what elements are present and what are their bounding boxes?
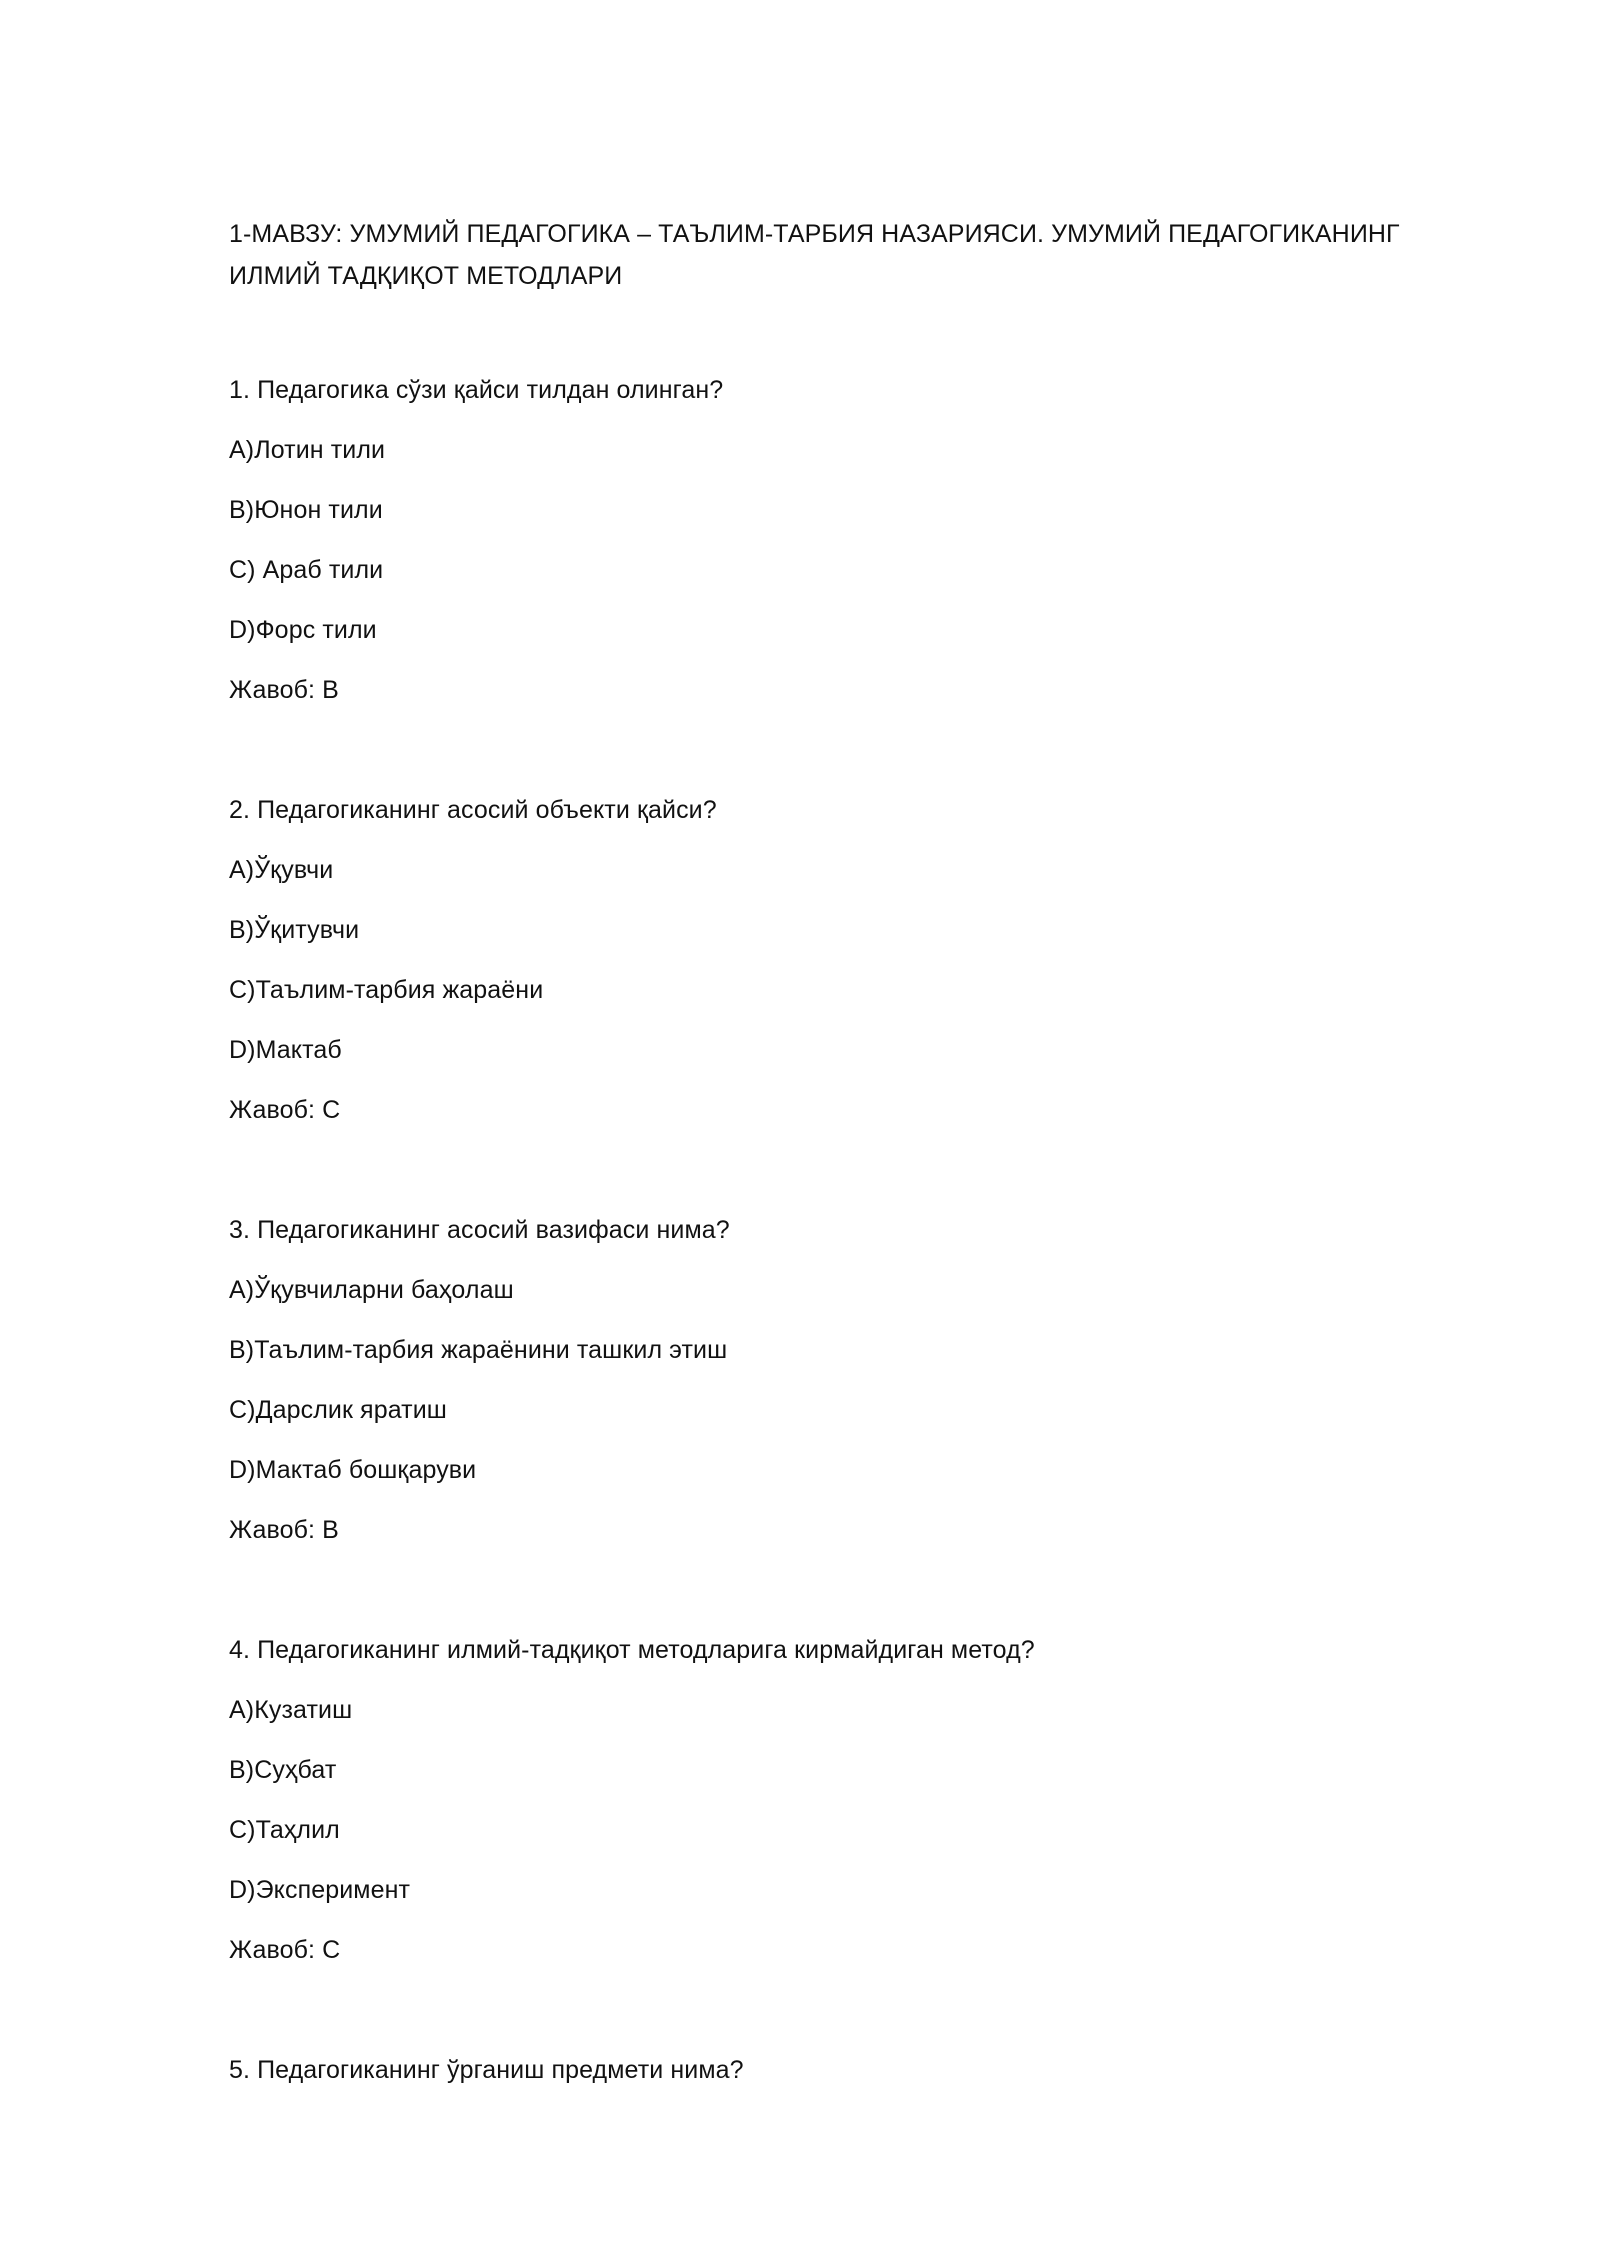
question-4-option-b: B)Суҳбат — [229, 1756, 337, 1784]
question-3-option-d: D)Мактаб бошқаруви — [229, 1456, 477, 1484]
page-title-line-2: ИЛМИЙ ТАДҚИҚОТ МЕТОДЛАРИ — [229, 262, 623, 290]
question-4-option-d: D)Эксперимент — [229, 1876, 411, 1904]
question-3-text: 3. Педагогиканинг асосий вазифаси нима? — [229, 1216, 730, 1244]
question-5-text: 5. Педагогиканинг ўрганиш предмети нима? — [229, 2056, 744, 2084]
question-2-option-d: D)Мактаб — [229, 1036, 342, 1064]
question-3-answer: Жавоб: B — [229, 1516, 339, 1544]
question-3-option-b: B)Таълим-тарбия жараёнини ташкил этиш — [229, 1336, 728, 1364]
question-2-option-a: A)Ўқувчи — [229, 856, 334, 884]
question-4-option-a: A)Кузатиш — [229, 1696, 353, 1724]
question-3-option-c: C)Дарслик яратиш — [229, 1396, 447, 1424]
question-1-option-d: D)Форс тили — [229, 616, 377, 644]
question-2-option-c: C)Таълим-тарбия жараёни — [229, 976, 544, 1004]
question-4-text: 4. Педагогиканинг илмий-тадқиқот методларига кирмайдиган метод? — [229, 1636, 1035, 1664]
page-title-line-1: 1-МАВЗУ: УМУМИЙ ПЕДАГОГИКА – ТАЪЛИМ-ТАРБИЯ НАЗАРИЯСИ. УМУМИЙ ПЕДАГОГИКАНИНГ — [229, 220, 1400, 248]
question-1-option-a: A)Лотин тили — [229, 436, 386, 464]
question-1-option-b: B)Юнон тили — [229, 496, 383, 524]
question-3-option-a: A)Ўқувчиларни баҳолаш — [229, 1276, 514, 1304]
question-1-text: 1. Педагогика сўзи қайси тилдан олинган? — [229, 376, 724, 404]
question-1-option-c: C) Араб тили — [229, 556, 384, 584]
question-4-option-c: C)Таҳлил — [229, 1816, 340, 1844]
question-2-text: 2. Педагогиканинг асосий объекти қайси? — [229, 796, 717, 824]
question-4-answer: Жавоб: C — [229, 1936, 341, 1964]
question-2-answer: Жавоб: C — [229, 1096, 341, 1124]
question-2-option-b: B)Ўқитувчи — [229, 916, 360, 944]
question-1-answer: Жавоб: B — [229, 676, 339, 704]
page-title — [229, 213, 1469, 297]
